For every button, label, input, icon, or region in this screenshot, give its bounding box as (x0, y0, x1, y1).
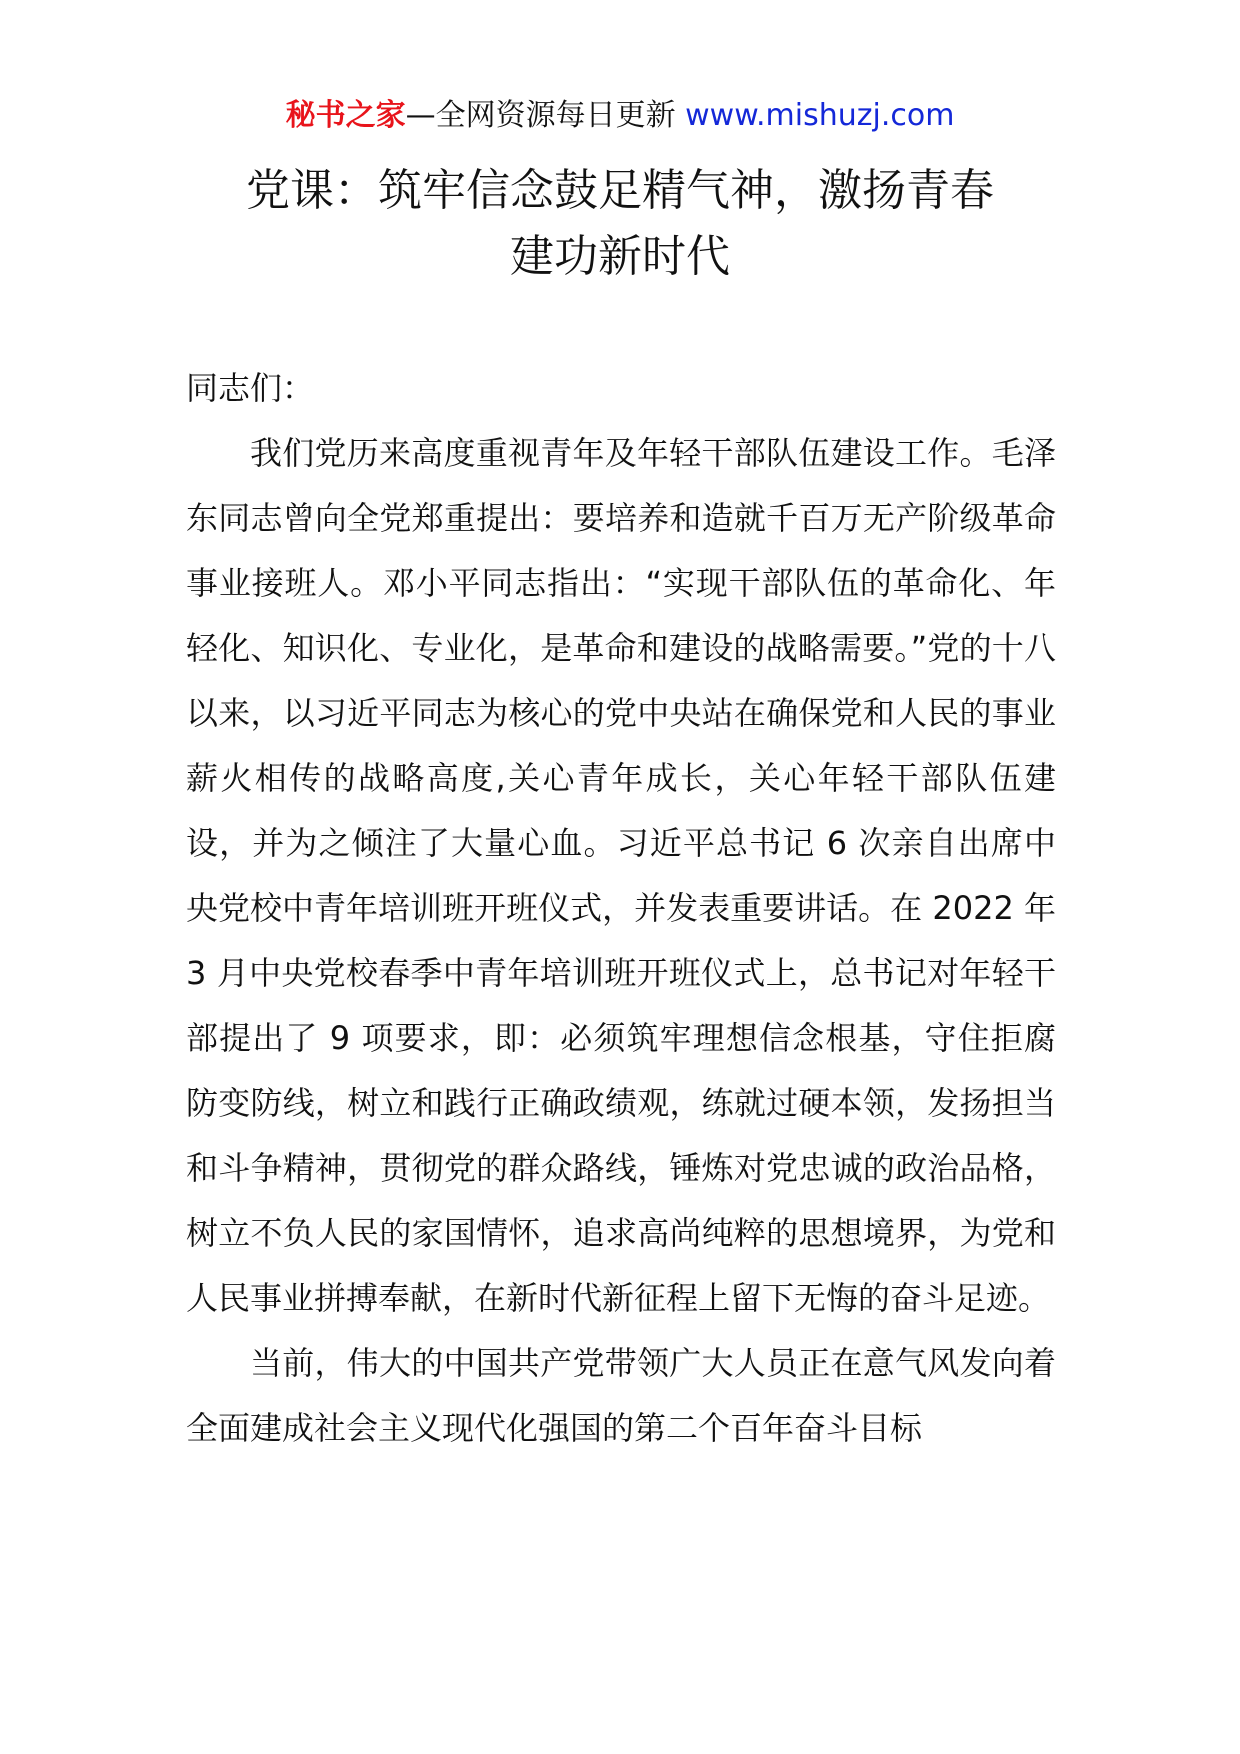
document-title (0, 158, 1240, 290)
paragraph-1: 我们党历来高度重视青年及年轻干部队伍建设工作。毛泽东同志曾向全党郑重提出：要培养和造就千百万无产阶级革命事业接班人。邓小平同志指出：“实现干部队伍的革命化、年轻化、知识化、专业化，是革命和建设的战略需要。”党的十八以来，以习近平同志为核心的党中央站在确保党和人民的事业薪火相传的战略高度,关心青年成长，关心年轻干部队伍建设，并为之倾注了大量心血。习近平总书记 6 次亲自出席中央党校中青年培训班开班仪式，并发表重要讲话。在 2022 年 3 月中央党校春季中青年培训班开班仪式上，总书记对年轻干部提出了 9 项要求，即：必须筑牢理想信念根基，守住拒腐防变防线，树立和践行正确政绩观，练就过硬本领，发扬担当和斗争精神，贯彻党的群众路线，锤炼对党忠诚的政治品格，树立不负人民的家国情怀，追求高尚纯粹的思想境界，为党和人民事业拼搏奉献，在新时代新征程上留下无悔的奋斗足迹。 (186, 434, 1056, 1317)
title-line-2: 建功新时代 (510, 231, 730, 282)
salutation: 同志们： (186, 369, 315, 407)
watermark-header (0, 94, 1240, 138)
document-body (186, 356, 1056, 1461)
header-tagline: —全网资源每日更新 (405, 98, 686, 133)
title-line-1: 党课：筑牢信念鼓足精气神，激扬青春 (246, 165, 994, 216)
brand-name: 秘书之家 (285, 98, 406, 133)
paragraph-2: 当前，伟大的中国共产党带领广大人员正在意气风发向着全面建成社会主义现代化强国的第二个百年奋斗目标 (186, 1344, 1056, 1447)
site-url-link[interactable]: www.mishuzj.com (685, 98, 955, 133)
